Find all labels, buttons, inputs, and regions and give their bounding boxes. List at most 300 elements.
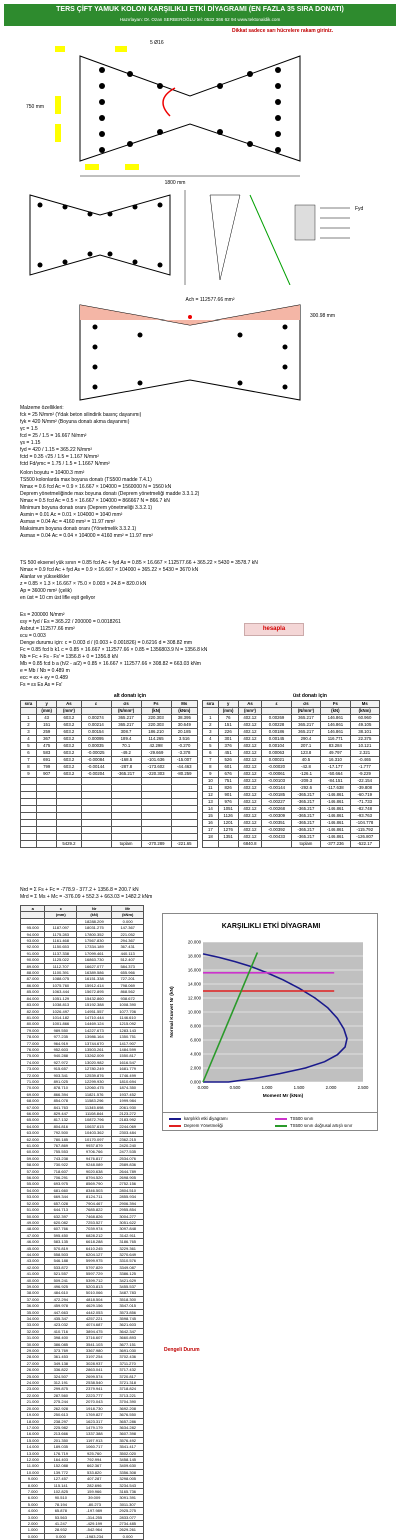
table-cell: 1112.707 xyxy=(45,963,77,969)
table-cell: 693.975 xyxy=(45,1181,77,1187)
table-cell: 4.000 xyxy=(21,1508,45,1514)
y-tick-label: 2.000 xyxy=(190,1065,201,1071)
table-cell: 259 xyxy=(37,729,57,736)
table-cell: 601 xyxy=(218,764,238,771)
table-cell: 25.000 xyxy=(21,1373,45,1379)
table-cell: 60.960 xyxy=(350,715,379,722)
table-cell xyxy=(111,778,141,785)
table-cell: 2303.484 xyxy=(112,1130,144,1136)
table-cell: 88.000 xyxy=(21,970,45,976)
materials-line: γs = 1.15 xyxy=(20,440,41,446)
table-cell: 2644.789 xyxy=(112,1168,144,1174)
table-cell: 17099.461 xyxy=(77,950,112,956)
table-cell: -0.270 xyxy=(171,743,197,750)
table-cell: 35.000 xyxy=(21,1309,45,1315)
table-cell xyxy=(57,834,81,841)
table-cell: -168.5 xyxy=(111,757,141,764)
table-cell: 11345.698 xyxy=(77,1104,112,1110)
table-cell xyxy=(81,792,111,799)
legend-item xyxy=(275,1123,352,1128)
table-cell: 976 xyxy=(218,799,238,806)
table-cell: 367.431 xyxy=(112,944,144,950)
table-cell: -115.792 xyxy=(350,827,379,834)
table-cell: 1337.388 xyxy=(77,1431,112,1437)
table-cell: 336.822 xyxy=(45,1367,77,1373)
table-row xyxy=(203,834,380,841)
balanced-state-label: Dengeli Durum xyxy=(164,1347,200,1353)
table-cell: -9.229 xyxy=(350,771,379,778)
table-cell: 402.12 xyxy=(238,715,262,722)
table-cell: 526 xyxy=(218,757,238,764)
table-cell xyxy=(171,834,197,841)
table-cell: 1918.730 xyxy=(77,1405,112,1411)
table-cell: 324.507 xyxy=(45,1373,77,1379)
calc2-line: ecc = ex + ey = 0.489 xyxy=(20,675,68,681)
table-cell: 16389.586 xyxy=(77,970,112,976)
table-cell: 53.563 xyxy=(45,1514,77,1520)
table-cell: 8569.790 xyxy=(77,1181,112,1187)
table-cell: 38.000 xyxy=(21,1290,45,1296)
table-cell: 17800.352 xyxy=(77,931,112,937)
table-cell xyxy=(21,799,37,806)
table-cell: 17567.830 xyxy=(77,938,112,944)
table-cell: 12299.930 xyxy=(77,1078,112,1084)
table-cell: 39.009 xyxy=(77,1495,112,1501)
table-cell: 940.288 xyxy=(45,1053,77,1059)
hesapla-button[interactable]: hesapla xyxy=(244,623,304,636)
table-cell: 9248.089 xyxy=(77,1162,112,1168)
table-header-cell: y xyxy=(37,701,57,708)
table-cell: 533.820 xyxy=(77,1469,112,1475)
table-row xyxy=(21,778,198,785)
table-cell: 50.000 xyxy=(21,1213,45,1219)
table-cell: 64.000 xyxy=(21,1123,45,1129)
table-cell: 3702.436 xyxy=(112,1354,144,1360)
table-cell: 3270.649 xyxy=(112,1251,144,1257)
table-cell: 11583.296 xyxy=(77,1098,112,1104)
table-cell: 3349.087 xyxy=(112,1264,144,1270)
table-cell: 312.191 xyxy=(45,1380,77,1386)
table-cell: 603.2 xyxy=(57,764,81,771)
table-cell: 13.000 xyxy=(21,1450,45,1456)
table-cell xyxy=(57,827,81,834)
y-tick-label: 18.000 xyxy=(187,953,201,959)
table-cell: 5 xyxy=(21,743,37,750)
table-cell: 5429.2 xyxy=(57,841,81,848)
table-cell: 743.238 xyxy=(45,1155,77,1161)
rule-line: Asmax = 0.04 Ac = 0.04 × 104000 = 4160 mm² = 11.97 mm² xyxy=(20,533,153,539)
table-cell: 95.000 xyxy=(21,925,45,931)
table-cell: 14.000 xyxy=(21,1444,45,1450)
table-cell: 16 xyxy=(203,820,219,827)
table-header-cell: (kN) xyxy=(321,708,350,715)
table-cell xyxy=(141,785,171,792)
table-cell: 189.035 xyxy=(45,1444,77,1450)
table-cell: 83.284 xyxy=(321,743,350,750)
table-cell: -270.289 xyxy=(141,841,171,848)
table-header-cell: Fs xyxy=(141,701,171,708)
table-cell: 977.235 xyxy=(45,1034,77,1040)
table-cell: 727.201 xyxy=(112,976,144,982)
table-cell xyxy=(111,834,141,841)
section-drawing-compression xyxy=(60,295,360,405)
table-cell: 262.928 xyxy=(45,1405,77,1411)
table-cell: 780.185 xyxy=(45,1136,77,1142)
table-cell: 1874.350 xyxy=(112,1085,144,1091)
table-cell: 472.294 xyxy=(45,1296,77,1302)
materials-line: γc = 1.5 xyxy=(20,426,38,432)
table-cell: -82.748 xyxy=(350,806,379,813)
table-cell: 952.603 xyxy=(45,1046,77,1052)
table-cell: 1161.468 xyxy=(45,938,77,944)
table-cell xyxy=(21,813,37,820)
table-cell: 18.000 xyxy=(21,1418,45,1424)
table-cell: 706.291 xyxy=(45,1175,77,1181)
table-cell xyxy=(171,785,197,792)
table-cell: 29.000 xyxy=(21,1348,45,1354)
table-cell: 2 xyxy=(21,722,37,729)
table-header-cell: (kN) xyxy=(141,708,171,715)
table-cell: 31.000 xyxy=(21,1335,45,1341)
table-cell: 49.797 xyxy=(321,750,350,757)
table-cell: 12539.876 xyxy=(77,1072,112,1078)
table-cell: 435.347 xyxy=(45,1316,77,1322)
table-cell: -365.217 xyxy=(291,834,320,841)
table-cell: 3541.417 xyxy=(112,1444,144,1450)
table-cell: 12780.249 xyxy=(77,1066,112,1072)
table-cell: 17 xyxy=(203,827,219,834)
table-cell: 250.613 xyxy=(45,1412,77,1418)
table-cell: 2061.930 xyxy=(112,1104,144,1110)
table-row xyxy=(21,827,198,834)
table-cell xyxy=(81,813,111,820)
table-cell: 10.000 xyxy=(21,1469,45,1475)
chart-legend xyxy=(162,1113,378,1131)
legend-label: TS500 sınırı doğrusal artışlı sınır xyxy=(290,1123,353,1128)
table-cell: 67.000 xyxy=(21,1104,45,1110)
table-cell xyxy=(141,778,171,785)
table-cell: 56.000 xyxy=(21,1175,45,1181)
table-row xyxy=(21,729,198,736)
table-cell: 681.660 xyxy=(45,1187,77,1193)
table-cell: 18288.209 xyxy=(77,918,112,924)
table-cell: 30.000 xyxy=(21,1341,45,1347)
table-cell: -0.00103 xyxy=(262,778,291,785)
calc2-line: Asbrut = 112577.66 mm² xyxy=(20,626,75,632)
table-cell: 447.663 xyxy=(45,1309,77,1315)
table-cell: 290.4 xyxy=(291,736,320,743)
table-cell: 80.000 xyxy=(21,1021,45,1027)
title-banner xyxy=(4,4,396,26)
x-tick-label: 1.000 xyxy=(261,1085,273,1090)
legend-swatch xyxy=(169,1118,181,1120)
table-cell: 164.403 xyxy=(45,1456,77,1462)
table-cell: 10170.097 xyxy=(77,1136,112,1142)
table-cell: 2629.261 xyxy=(112,1527,144,1533)
table-cell: 9.000 xyxy=(21,1476,45,1482)
table-header-cell xyxy=(203,708,219,715)
table-cell: 89.000 xyxy=(21,963,45,969)
table-cell: 402.12 xyxy=(238,792,262,799)
table-cell: 78.194 xyxy=(45,1501,77,1507)
table-header-cell: (kNm) xyxy=(171,708,197,715)
table-cell: 94.000 xyxy=(21,931,45,937)
table-cell: 603.2 xyxy=(57,715,81,722)
table-cell: 84.000 xyxy=(21,995,45,1001)
table-cell: 14951.557 xyxy=(77,1008,112,1014)
table-cell: 3621.603 xyxy=(112,1322,144,1328)
table-cell: 3721.318 xyxy=(112,1380,144,1386)
table-cell: 0.00035 xyxy=(81,743,111,750)
table-cell: 4629.156 xyxy=(77,1303,112,1309)
table-cell: 373.769 xyxy=(45,1348,77,1354)
table-cell: 3 xyxy=(21,729,37,736)
table-cell: 159.966 xyxy=(77,1488,112,1494)
table-cell: 4074.687 xyxy=(77,1322,112,1328)
table-cell: 3 xyxy=(203,729,219,736)
table-cell: 1014.182 xyxy=(45,1014,77,1020)
table-cell: 3298.005 xyxy=(112,1476,144,1482)
table-cell: toplam xyxy=(111,841,141,848)
table-cell xyxy=(21,841,37,848)
table-cell: 33.000 xyxy=(21,1322,45,1328)
table-cell: 2223.777 xyxy=(77,1392,112,1398)
table-cell xyxy=(111,792,141,799)
table-cell xyxy=(81,841,111,848)
table-header-cell: ε xyxy=(262,701,291,708)
table-cell: -44.463 xyxy=(171,764,197,771)
table-cell: 12.000 xyxy=(21,1456,45,1462)
table-cell: 46.000 xyxy=(21,1239,45,1245)
rule-line: Minimum boyuna donatı oranı (Deprem yönetmeliği 3.3.2.1) xyxy=(20,505,153,511)
x-tick-label: 2.500 xyxy=(357,1085,369,1090)
calc2-line: εsy = fyd / Es = 365.22 / 200000 = 0.0018261 xyxy=(20,619,121,625)
table-cell: 1001.866 xyxy=(45,1021,77,1027)
table-cell: -0.00144 xyxy=(81,764,111,771)
table-cell: 51.000 xyxy=(21,1207,45,1213)
table-cell: -49.2 xyxy=(111,750,141,757)
table-cell: 2.321 xyxy=(350,750,379,757)
table-cell: 74.000 xyxy=(21,1059,45,1065)
table-cell: 2955.854 xyxy=(112,1207,144,1213)
table-cell: 657.028 xyxy=(45,1200,77,1206)
table-cell xyxy=(57,799,81,806)
table-cell: 9020.638 xyxy=(77,1168,112,1174)
table-row xyxy=(203,799,380,806)
table-cell: 1075.760 xyxy=(45,982,77,988)
table-header-cell: As xyxy=(57,701,81,708)
y-tick-label: 4.000 xyxy=(190,1051,201,1057)
table-cell: 868.562 xyxy=(112,989,144,995)
table-cell: 3310.576 xyxy=(112,1258,144,1264)
table-cell: 3573.856 xyxy=(112,1309,144,1315)
table-cell: 0.00186 xyxy=(262,729,291,736)
table-cell: 402.12 xyxy=(238,785,262,792)
table-cell xyxy=(141,827,171,834)
table-cell: 1026.497 xyxy=(45,1008,77,1014)
y-tick-label: 8.000 xyxy=(190,1023,201,1029)
rule-line: TS500 kolonlarda max boyuna donatı (TS500 madde 7.4.1) xyxy=(20,477,152,483)
table-cell: -0.00268 xyxy=(262,806,291,813)
table-cell: 866.394 xyxy=(45,1091,77,1097)
table-cell: -0.00351 xyxy=(262,820,291,827)
table-cell: 662.367 xyxy=(77,1463,112,1469)
table-cell: 59.000 xyxy=(21,1155,45,1161)
table-cell: 402.12 xyxy=(238,778,262,785)
table-header-cell: ε xyxy=(81,701,111,708)
table-cell: 3711.270 xyxy=(112,1360,144,1366)
legend-swatch xyxy=(169,1125,181,1127)
table-cell: 79.000 xyxy=(21,1027,45,1033)
x-axis-label: Moment Mr (kNm) xyxy=(262,1094,304,1099)
table-cell: 20.185 xyxy=(171,729,197,736)
table-cell: 3487.783 xyxy=(112,1290,144,1296)
table-cell: 85.000 xyxy=(21,989,45,995)
table-cell: -0.00309 xyxy=(262,813,291,820)
table-cell xyxy=(21,806,37,813)
table-cell: 1146.610 xyxy=(112,1014,144,1020)
table-cell: 402.12 xyxy=(238,834,262,841)
table-cell xyxy=(141,813,171,820)
table-cell: 1125.022 xyxy=(45,957,77,963)
table-cell: 2698.905 xyxy=(112,1175,144,1181)
table-cell: 123.8 xyxy=(291,750,320,757)
table-row xyxy=(203,729,380,736)
table-cell: 1.000 xyxy=(21,1527,45,1533)
table-cell: 1 xyxy=(21,715,37,722)
table-cell: -146.861 xyxy=(321,834,350,841)
table-cell: 3502.020 xyxy=(112,1450,144,1456)
table-cell: 1038.813 xyxy=(45,1002,77,1008)
table-row xyxy=(21,820,198,827)
table-cell: 16.310 xyxy=(321,757,350,764)
table-header-cell: As xyxy=(238,701,262,708)
table-cell xyxy=(218,841,238,848)
table-cell: 0.000 xyxy=(112,1533,144,1539)
table-cell: -0.00061 xyxy=(262,771,291,778)
table-cell: 53.000 xyxy=(21,1194,45,1200)
table-cell: -0.00392 xyxy=(262,827,291,834)
table-row xyxy=(203,778,380,785)
table-cell xyxy=(141,799,171,806)
table-cell: 15 xyxy=(203,813,219,820)
table-cell: 0.00145 xyxy=(262,736,291,743)
table-cell: 1616.547 xyxy=(112,1059,144,1065)
y-tick-label: 20.000 xyxy=(187,939,201,945)
rule-line: Maksimum boyuna donatı oranı (Yönetmelik 3.3.2.1) xyxy=(20,526,137,532)
table-cell: -0.00433 xyxy=(262,834,291,841)
table-cell: -29.669 xyxy=(141,750,171,757)
table-cell xyxy=(171,792,197,799)
table-row xyxy=(21,722,198,729)
table-cell: -126.807 xyxy=(350,834,379,841)
table-cell: -1983.234 xyxy=(77,1533,112,1539)
table-cell: -365.217 xyxy=(291,799,320,806)
table-cell: 1175.283 xyxy=(45,931,77,937)
table-cell: -126.1 xyxy=(291,771,320,778)
table-cell: 65.000 xyxy=(21,1117,45,1123)
table-cell: 1276 xyxy=(218,827,238,834)
table-row xyxy=(21,792,198,799)
table-header-cell: (N/mm²) xyxy=(111,708,141,715)
table-cell: 521.557 xyxy=(45,1271,77,1277)
table-cell: 496.925 xyxy=(45,1283,77,1289)
table-cell: 15912.414 xyxy=(77,982,112,988)
table-header-cell: (kNm) xyxy=(112,912,144,918)
table-cell: 3197.254 xyxy=(77,1354,112,1360)
table-cell: 583.135 xyxy=(45,1239,77,1245)
dim-750-label: 750 mm xyxy=(26,104,45,110)
table-cell: 22.375 xyxy=(350,736,379,743)
table-cell: 1137.338 xyxy=(45,950,77,956)
table-cell: 8 xyxy=(21,764,37,771)
table-cell: 3660.893 xyxy=(112,1335,144,1341)
table-cell: 83.000 xyxy=(21,1002,45,1008)
table-cell: 20.000 xyxy=(21,1405,45,1411)
table-cell: 23.000 xyxy=(21,1386,45,1392)
table-cell: -15.007 xyxy=(171,757,197,764)
table-cell: -0.00084 xyxy=(81,757,111,764)
table-cell: 220.303 xyxy=(141,715,171,722)
table-header-cell: σs xyxy=(111,701,141,708)
table-cell: 509.241 xyxy=(45,1277,77,1283)
table-cell: 17.000 xyxy=(21,1424,45,1430)
table-cell: 3229.361 xyxy=(112,1245,144,1251)
table-cell: 26.000 xyxy=(21,1367,45,1373)
table-header-cell: (N/mm²) xyxy=(291,708,320,715)
table-cell xyxy=(21,778,37,785)
table-cell xyxy=(57,806,81,813)
calc2-line: Fc = 0.85 fcd b k1 c = 0.85 × 16.667 × 112577.66 × 0.85 = 1356803.9 N = 1356.8 kN xyxy=(20,647,208,653)
table-cell: 3455.537 xyxy=(112,1283,144,1289)
page-title: TERS ÇİFT YAMUK KOLON KARŞILIKLI ETKİ DİYAGRAMI (EN FAZLA 35 SIRA DONATI) xyxy=(56,6,344,13)
table-cell: 603.2 xyxy=(57,757,81,764)
table-cell: 73.000 xyxy=(21,1066,45,1072)
table-cell: 207.1 xyxy=(291,743,320,750)
table-cell: 13986.164 xyxy=(77,1034,112,1040)
materials-line: fyk = 420 N/mm² (Boyuna donatı akma dayanımı) xyxy=(20,419,130,425)
table-cell: 49.000 xyxy=(21,1219,45,1225)
table-cell: 0.00228 xyxy=(262,722,291,729)
table-cell: 116.771 xyxy=(321,736,350,743)
materials-line: fctd Fd/γmc = 1.75 / 1.5 = 1.1667 N/mm² xyxy=(20,461,110,467)
table-header-cell: (mm²) xyxy=(238,708,262,715)
table-cell: 410.716 xyxy=(45,1328,77,1334)
table1-right-header xyxy=(203,701,380,708)
area-label: Ach = 112577.66 mm² xyxy=(185,297,235,303)
legend-label: Deprem Yönetmeliği xyxy=(184,1123,223,1128)
table-cell: 730.922 xyxy=(45,1162,77,1168)
table-cell: 3234.543 xyxy=(112,1482,144,1488)
table-cell: 4257.221 xyxy=(77,1316,112,1322)
table-cell: 0.00095 xyxy=(81,736,111,743)
table-cell: 603.2 xyxy=(57,771,81,778)
table-cell: 925.760 xyxy=(77,1450,112,1456)
table-cell: 41.000 xyxy=(21,1271,45,1277)
table1-right xyxy=(202,700,380,848)
materials-line: Malzeme özellikleri: xyxy=(20,405,64,411)
table-cell: 139.772 xyxy=(45,1469,77,1475)
table-cell xyxy=(21,792,37,799)
table-cell: -71.733 xyxy=(350,799,379,806)
table-cell: -50.664 xyxy=(321,771,350,778)
table-cell: 28.932 xyxy=(45,1527,77,1533)
x-tick-label: 0.000 xyxy=(197,1085,209,1090)
table-cell: 3091.391 xyxy=(112,1495,144,1501)
table-cell xyxy=(81,834,111,841)
table-cell: 2534.076 xyxy=(112,1155,144,1161)
table-cell: 5999.975 xyxy=(77,1258,112,1264)
